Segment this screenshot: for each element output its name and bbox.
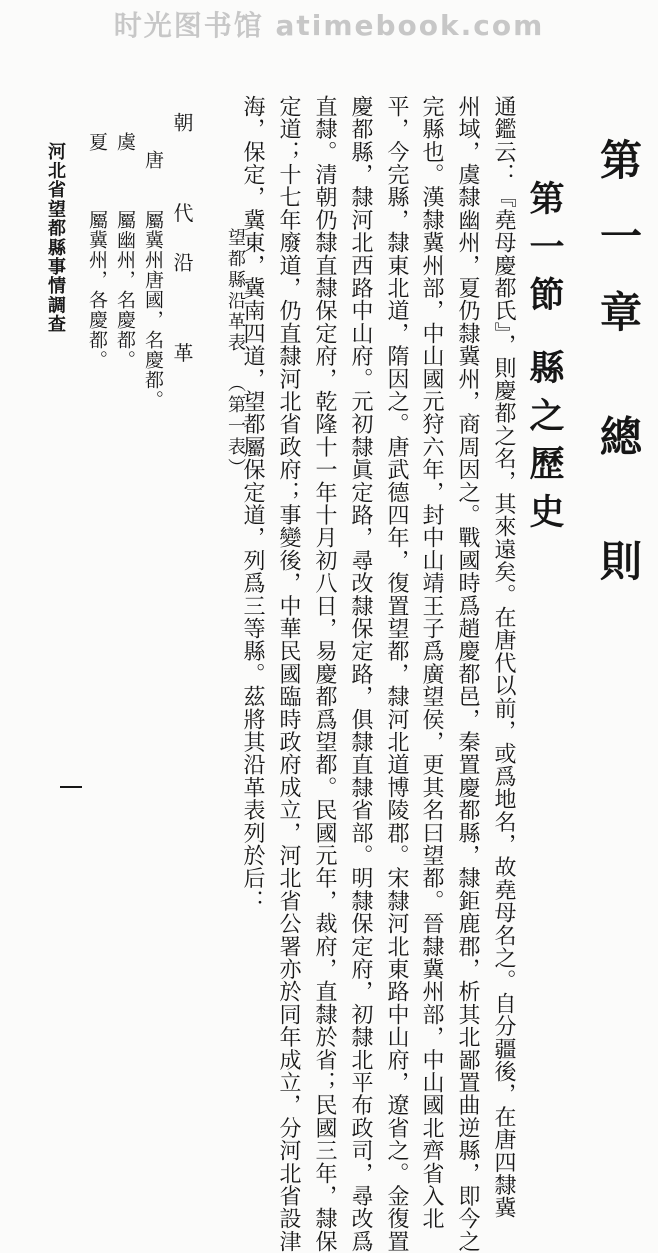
paragraph-line-6: 直隸。清朝仍隸直隸保定府，乾隆十一年十月初八日，易慶都爲望都。民國元年，裁府，直隸於省；民國三年，隸保: [312, 95, 337, 1253]
table-label: （第一表）: [225, 374, 246, 479]
table-title-text: 望都縣沿革表: [225, 228, 246, 354]
table-title: [226, 228, 244, 479]
table-header-history: 沿 革: [170, 252, 194, 395]
paragraph-line-8: 海，保定，冀東，冀南四道，望都屬保定道，列爲三等縣。茲將其沿革表列於后：: [240, 95, 265, 913]
table-row-1-history: 屬冀州唐國，名慶都。: [142, 210, 164, 410]
page-footer: 河北省望都縣事情調查: [45, 142, 66, 334]
table-row-2-era: 虞: [114, 132, 136, 152]
section-title: 第一節 縣之歷史: [524, 180, 565, 542]
paragraph-line-5: 慶都縣，隸河北西路中山府。元初隸眞定路，尋改隸保定路，俱隸直隸省部。明隸保定府，初隸北平布政司，尋改爲: [348, 95, 373, 1253]
paragraph-line-1: 通鑑云：『堯母慶都氏』，則慶都之名，其來遠矣。在唐代以前，或爲地名，故堯母名之。自分疆後，在唐四隸冀: [491, 95, 516, 1219]
paragraph-line-7: 定道；十七年廢道，仍直隸河北省政府；事變後，中華民國臨時政府成立，河北省公署亦於同年成立，分河北省設津: [276, 95, 301, 1253]
paragraph-line-4: 平，今完縣，隸東北道，隋因之。唐武德四年，復置望都，隸河北道博陵郡。宋隸河北東路中山府，遼省之。金復置: [384, 95, 409, 1253]
paragraph-line-2: 州域，虞隸幽州，夏仍隸冀州，商周因之。戰國時爲趙慶都邑，秦置慶都縣，隸鉅鹿郡，析其北鄙置曲逆縣，即今之: [455, 95, 480, 1253]
table-row-2-history: 屬幽州，名慶都。: [114, 210, 136, 370]
table-row-3-history: 屬冀州，各慶都。: [86, 210, 108, 370]
table-row-1-era: 唐: [142, 150, 164, 170]
table-header-era: 朝 代: [170, 112, 194, 255]
watermark: 时光图书馆 atimebook.com: [113, 9, 545, 42]
table-row-3-era: 夏: [86, 132, 108, 152]
chapter-title: 第一章 總 則: [594, 138, 643, 616]
page-number: [60, 786, 82, 788]
paragraph-line-3: 完縣也。漢隸冀州部，中山國元狩六年，封中山靖王子爲廣望侯，更其名曰望都。晉隸冀州部，中山國北齊省入北: [419, 95, 444, 1230]
